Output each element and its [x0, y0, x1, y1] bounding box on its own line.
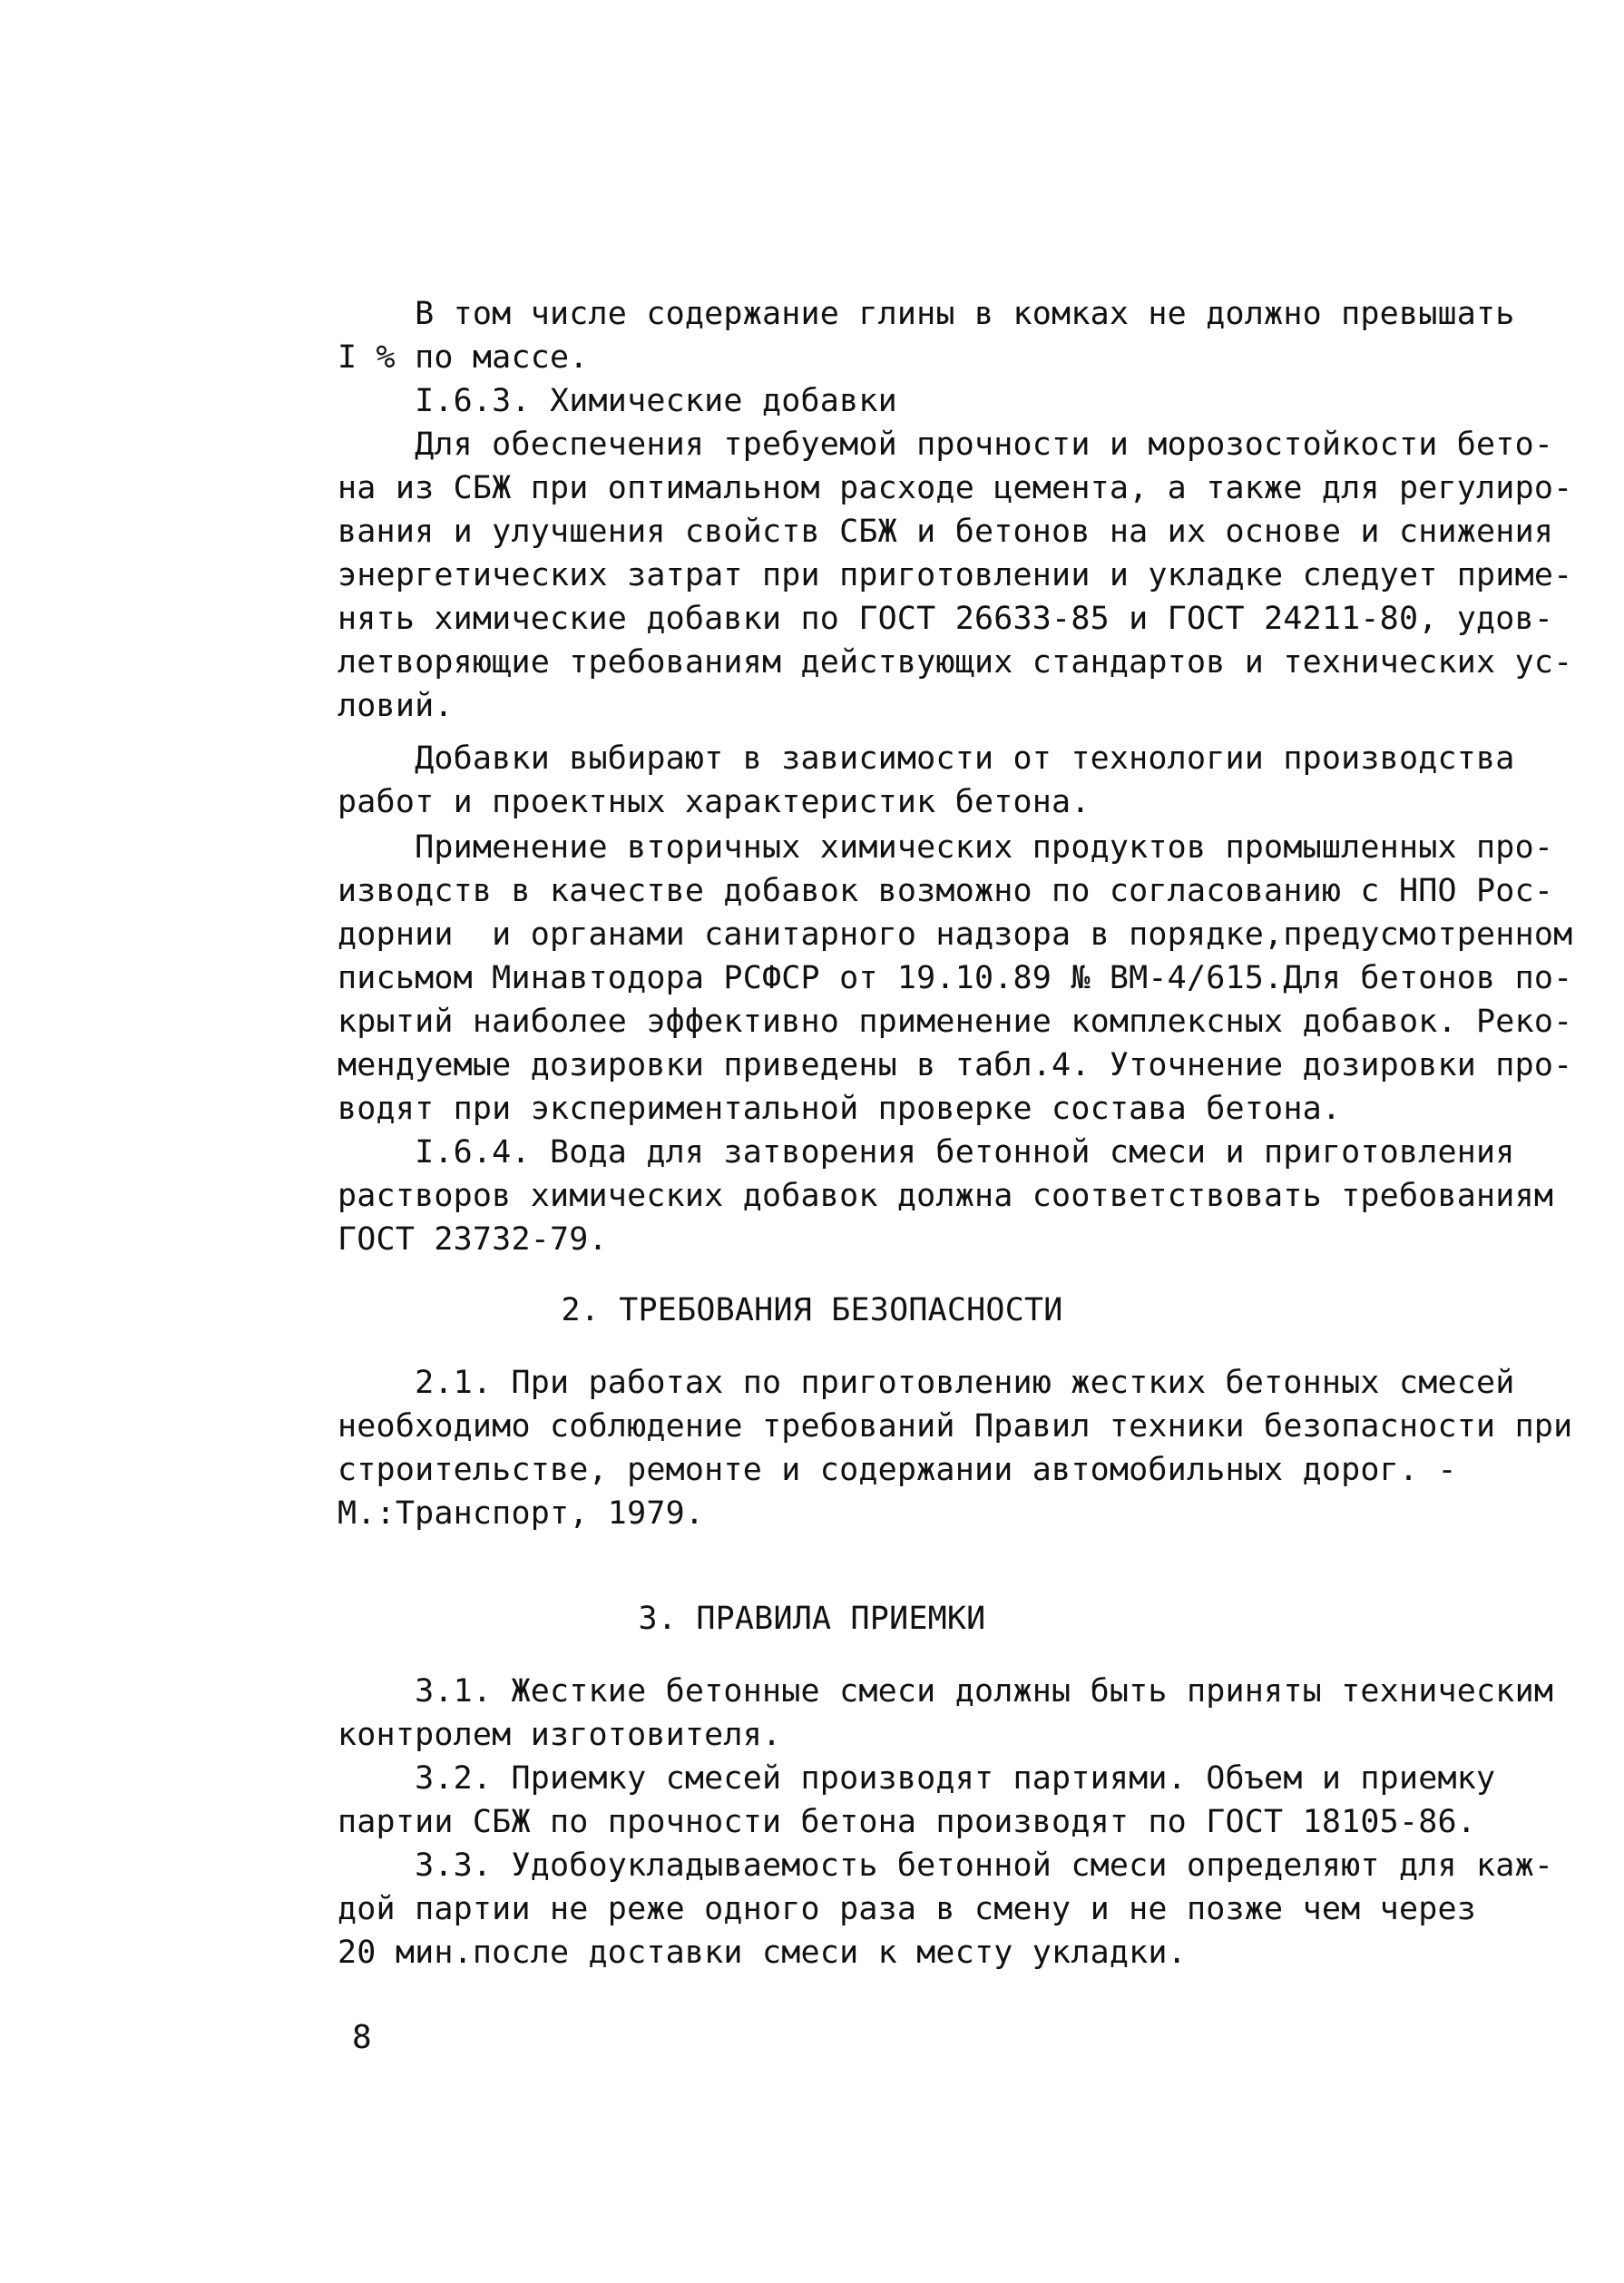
text-line: Применение вторичных химических продуктов промышленных про-	[338, 829, 1554, 866]
section-heading-safety: 2. ТРЕБОВАНИЯ БЕЗОПАСНОСТИ	[561, 1292, 1063, 1328]
page-number: 8	[352, 2019, 372, 2056]
text-line: В том числе содержание глины в комках не должно превышать	[338, 296, 1515, 332]
text-line: крытий наиболее эффективно применение комплексных добавок. Реко-	[338, 1004, 1573, 1040]
text-line: 3.1. Жесткие бетонные смеси должны быть приняты техническим	[338, 1673, 1554, 1710]
text-line: 3.3. Удобоукладываемость бетонной смеси определяют для каж-	[338, 1847, 1554, 1884]
text-line: 20 мин.после доставки смеси к месту укладки.	[338, 1935, 1187, 1971]
text-line: строительстве, ремонте и содержании автомобильных дорог. -	[338, 1452, 1457, 1488]
text-line: I.6.4. Вода для затворения бетонной смеси и приготовления	[338, 1134, 1515, 1171]
text-line: 3.2. Приемку смесей производят партиями. Объем и приемку	[338, 1760, 1496, 1797]
text-line: необходимо соблюдение требований Правил техники безопасности при	[338, 1408, 1573, 1445]
text-line: работ и проектных характеристик бетона.	[338, 784, 1091, 820]
text-line: письмом Минавтодора РСФСР от 19.10.89 № ВМ-4/615.Для бетонов по-	[338, 960, 1573, 996]
text-line: дорнии и органами санитарного надзора в порядке,предусмотренном	[338, 916, 1573, 953]
clause-heading: I.6.3. Химические добавки	[338, 383, 897, 419]
text-line: I % по массе.	[338, 339, 589, 376]
text-line: партии СБЖ по прочности бетона производят по ГОСТ 18105-86.	[338, 1804, 1477, 1840]
text-line: Для обеспечения требуемой прочности и морозостойкости бето-	[338, 426, 1554, 463]
text-line: 2.1. При работах по приготовлению жестких бетонных смесей	[338, 1365, 1515, 1401]
text-line: летворяющие требованиям действующих стандартов и технических ус-	[338, 644, 1573, 681]
text-line: растворов химических добавок должна соответствовать требованиям	[338, 1178, 1554, 1214]
text-line: вания и улучшения свойств СБЖ и бетонов на их основе и снижения	[338, 514, 1554, 550]
text-line: ГОСТ 23732-79.	[338, 1221, 608, 1258]
text-line: контролем изготовителя.	[338, 1717, 782, 1753]
text-line: ловий.	[338, 688, 454, 724]
text-line: водят при экспериментальной проверке состава бетона.	[338, 1091, 1342, 1127]
text-line: на из СБЖ при оптимальном расходе цемента, а также для регулиро-	[338, 470, 1573, 506]
text-line: М.:Транспорт, 1979.	[338, 1495, 705, 1532]
text-line: мендуемые дозировки приведены в табл.4. Уточнение дозировки про-	[338, 1047, 1573, 1083]
section-heading-acceptance: 3. ПРАВИЛА ПРИЕМКИ	[638, 1601, 986, 1637]
text-line: нять химические добавки по ГОСТ 26633-85 и ГОСТ 24211-80, удов-	[338, 601, 1554, 637]
text-line: Добавки выбирают в зависимости от технологии производства	[338, 740, 1515, 777]
text-line: изводств в качестве добавок возможно по согласованию с НПО Рос-	[338, 873, 1554, 909]
text-line: дой партии не реже одного раза в смену и не позже чем через	[338, 1891, 1477, 1927]
text-line: энергетических затрат при приготовлении и укладке следует приме-	[338, 557, 1573, 593]
